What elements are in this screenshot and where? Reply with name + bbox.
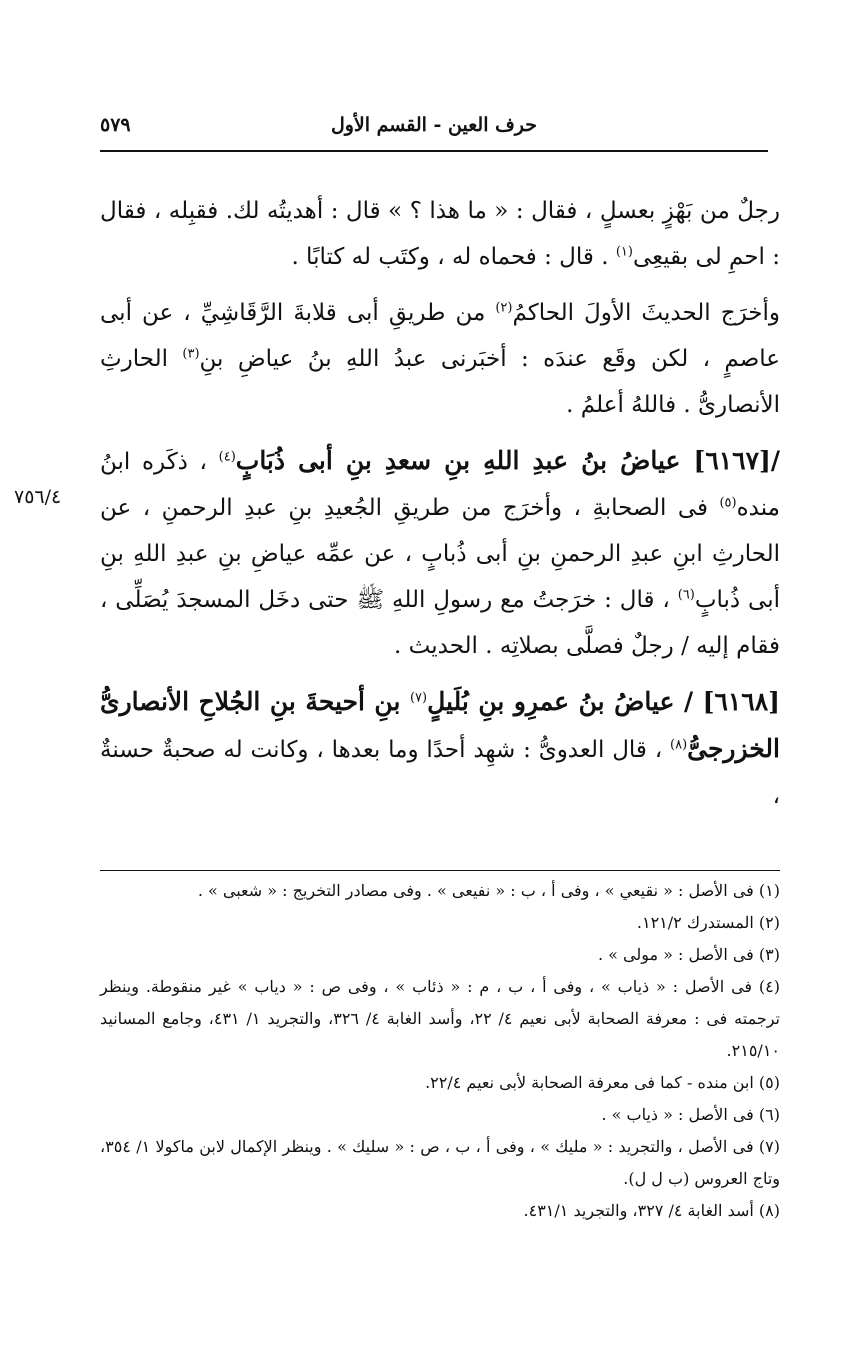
footnote-7: (٧) فى الأصل ، والتجريد : « مليك » ، وفى أ ، ب ، ص : « سليك » . وينظر الإكمال لابن ماكولا ١/ ٣٥٤، وتاج العروس (ب ل ل). <box>100 1137 780 1188</box>
footnote-3: (٣) فى الأصل : « مولى » . <box>597 945 780 964</box>
main-text <box>100 188 780 829</box>
footnote-ref-3[interactable]: (٣) <box>182 346 200 362</box>
footnote-1: (١) فى الأصل : « نقيعي » ، وفى أ ، ب : « نفيعى » . وفى مصادر التخريج : « شعبى » . <box>197 881 780 900</box>
page-number: ٥٧٩ <box>100 114 131 136</box>
footnote-ref-7[interactable]: (٧) <box>409 690 428 706</box>
footnote-8: (٨) أسد الغابة ٤/ ٣٢٧، والتجريد ٤٣١/١. <box>523 1201 780 1220</box>
entry-6167: /[٦١٦٧] عياضُ بنُ عبدِ اللهِ بنِ سعدِ بنِ أبى ذُبَابٍ$^{(٤)}$ ، ذكَره ابنُ منده$^{(٥)}$ فى الصحابةِ ، وأخرَج من طريقِ الجُعيدِ بنِ عبدِ الرحمنِ ، عن الحارثِ ابنِ عبدِ الرحمنِ بنِ أبى ذُبابٍ ، عن عمِّه عياضِ بنِ عبدِ اللهِ بنِ أبى ذُبابٍ$^{(٦)}$ ، قال : خرَجتُ مع رسولِ اللهِ ﷺ حتى دخَل المسجدَ يُصَلِّى ، فقام إليه / رجلٌ فصلَّى بصلاتِه . الحديث . <box>100 446 780 659</box>
footnote-6: (٦) فى الأصل : « ذياب » . <box>601 1105 780 1124</box>
footnote-ref-4[interactable]: (٤) <box>218 449 236 465</box>
footnote-ref-8[interactable]: (٨) <box>670 737 688 753</box>
footnote-ref-2[interactable]: (٢) <box>495 300 513 316</box>
footnotes <box>100 870 780 1227</box>
entry-heading-6168: [٦١٦٨] / عياضُ بنُ عمرِو بنِ بُلَيلٍ <box>427 687 780 716</box>
running-title: حرف العين - القسم الأول <box>330 114 538 136</box>
page-header <box>100 110 768 152</box>
margin-volume-page-ref: ٧٥٦/٤ <box>14 486 62 508</box>
entry-heading-6167: /[٦١٦٧] عياضُ بنُ عبدِ اللهِ بنِ سعدِ بنِ أبى ذُبَابٍ <box>235 446 780 475</box>
entry-6168: [٦١٦٨] / عياضُ بنُ عمرِو بنِ بُلَيلٍ$^{(٧)}$ بنِ أحيحةَ بنِ الجُلاحِ الأنصارىُّ الخزرجىُّ$^{(٨)}$ ، قال العدوىُّ : شهِد أحدًا وما بعدها ، وكانت له صحبةٌ حسنةٌ ، <box>100 687 780 809</box>
footnote-ref-5[interactable]: (٥) <box>719 495 737 511</box>
entry-heading-6168-cont: بنِ أحيحةَ بنِ الجُلاحِ الأنصارىُّ الخزرجىُّ <box>100 687 780 763</box>
footnote-2: (٢) المستدرك ١٢١/٢. <box>636 913 780 932</box>
footnote-4: (٤) فى الأصل : « ذياب » ، وفى أ ، ب ، م : « ذئاب » ، وفى ص : « دياب » غير منقوطة. وينظر ترجمته فى : معرفة الصحابة لأبى نعيم ٤/ ٢٢، وأسد الغابة ٤/ ٣٢٦، والتجريد ١/ ٤٣١، وجامع المسانيد ٢١٥/١٠. <box>100 977 781 1060</box>
footnote-ref-6[interactable]: (٦) <box>677 587 695 603</box>
paragraph-2: وأخرَج الحديثَ الأولَ الحاكمُ$^{(٢)}$ من طريقِ أبى قلابةَ الرَّقَاشِيِّ ، عن أبى عاصمٍ ، لكن وقَع عندَه : أخبَرنى عبدُ اللهِ بنُ عياضِ بنِ$^{(٣)}$ الحارثِ الأنصارىُّ . فاللهُ أعلمُ . <box>100 300 781 418</box>
footnote-5: (٥) ابن منده - كما فى معرفة الصحابة لأبى نعيم ٢٢/٤. <box>425 1073 780 1092</box>
paragraph-1: رجلٌ من بَهْزٍ بعسلٍ ، فقال : « ما هذا ؟ » قال : أهديتُه لك. فقبِله ، فقال : احمِ لى بقيعِى$^{(١)}$ . قال : فحماه له ، وكتَب له كتابًا . <box>100 198 780 270</box>
footnote-ref-1[interactable]: (١) <box>615 244 633 260</box>
